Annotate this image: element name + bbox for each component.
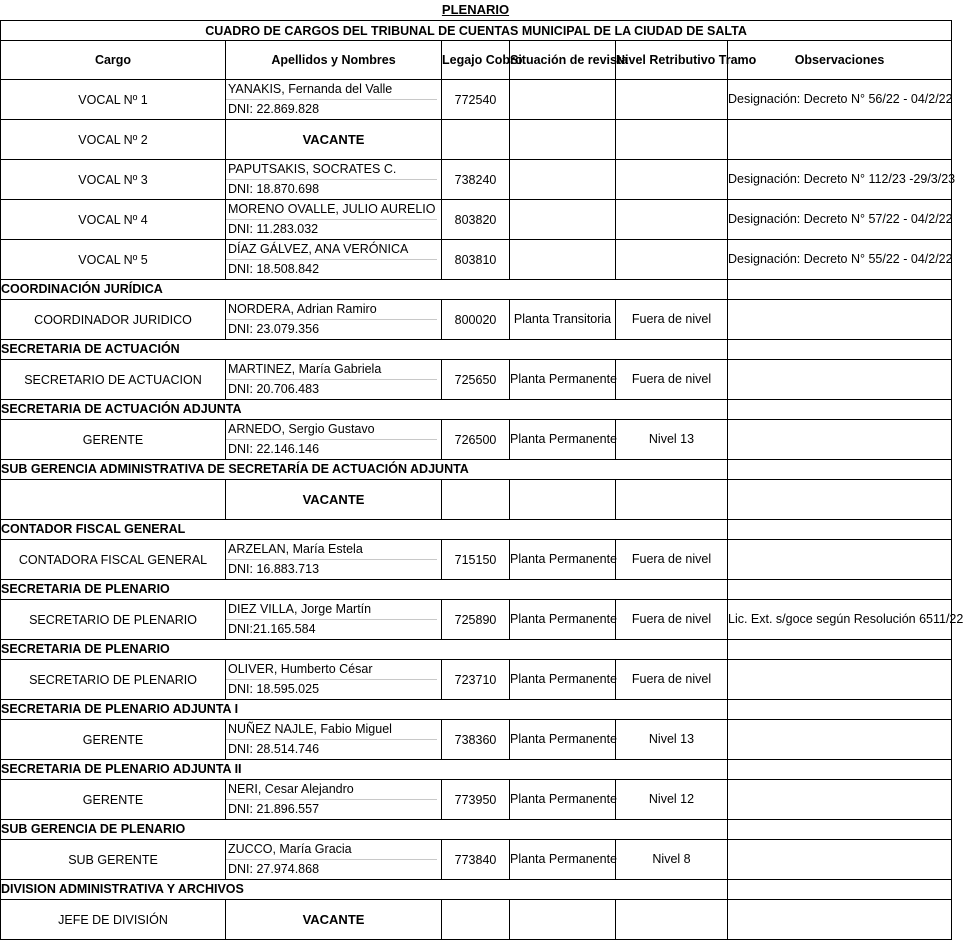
names-cell [226,80,442,120]
section-blank [616,640,728,660]
section-row [1,700,952,720]
person-dni: DNI: 22.146.146 [228,442,320,456]
names-cell [226,300,442,340]
cargo-cell: SECRETARIO DE ACTUACION [1,360,226,400]
cargo-cell: GERENTE [1,780,226,820]
observaciones-cell: Designación: Decreto N° 55/22 - 04/2/22 [728,240,952,280]
person-dni: DNI:21.165.584 [228,622,316,636]
observaciones-cell [728,360,952,400]
situacion-cell: Planta Permanente [510,360,616,400]
nivel-cell: Fuera de nivel [616,360,728,400]
names-cell [226,720,442,760]
legajo-cell [442,900,510,940]
table-row [1,480,952,520]
observaciones-cell [728,300,952,340]
section-blank [616,520,728,540]
legajo-cell: 725650 [442,360,510,400]
col-header-nombres: Apellidos y Nombres [226,41,442,80]
person-dni: DNI: 23.079.356 [228,322,320,336]
nivel-cell [616,160,728,200]
person-name: ARNEDO, Sergio Gustavo [226,420,437,440]
names-cell [226,480,442,520]
nivel-cell: Fuera de nivel [616,540,728,580]
observaciones-cell [728,540,952,580]
person-name: OLIVER, Humberto César [226,660,437,680]
legajo-cell [442,480,510,520]
person-dni: DNI: 20.706.483 [228,382,320,396]
legajo-cell: 725890 [442,600,510,640]
cargo-cell: SUB GERENTE [1,840,226,880]
section-blank [728,820,952,840]
nivel-cell [616,900,728,940]
section-row [1,580,952,600]
person-dni: DNI: 18.870.698 [228,182,320,196]
vacante-label: VACANTE [302,132,365,147]
names-cell [226,660,442,700]
cargo-cell: SECRETARIO DE PLENARIO [1,660,226,700]
section-row [1,640,952,660]
table-row [1,540,952,580]
table-row [1,420,952,460]
cargo-cell: GERENTE [1,420,226,460]
situacion-cell: Planta Permanente [510,540,616,580]
cargo-cell: VOCAL Nº 2 [1,120,226,160]
cargo-cell: CONTADORA FISCAL GENERAL [1,540,226,580]
table-row [1,660,952,700]
section-blank [728,640,952,660]
table-row [1,200,952,240]
section-row [1,820,952,840]
situacion-cell: Planta Permanente [510,840,616,880]
table-row [1,160,952,200]
section-blank [616,400,728,420]
legajo-cell: 773840 [442,840,510,880]
observaciones-cell [728,120,952,160]
section-row [1,400,952,420]
legajo-cell: 726500 [442,420,510,460]
person-name: PAPUTSAKIS, SOCRATES C. [226,160,437,180]
cargo-cell: VOCAL Nº 5 [1,240,226,280]
table-title: CUADRO DE CARGOS DEL TRIBUNAL DE CUENTAS MUNICIPAL DE LA CIUDAD DE SALTA [1,21,952,41]
observaciones-cell: Lic. Ext. s/goce según Resolución 6511/22 [728,600,952,640]
names-cell [226,160,442,200]
section-blank [728,400,952,420]
person-name: ARZELAN, María Estela [226,540,437,560]
person-dni: DNI: 18.595.025 [228,682,320,696]
legajo-cell: 773950 [442,780,510,820]
situacion-cell: Planta Permanente [510,600,616,640]
table-row [1,780,952,820]
names-cell [226,120,442,160]
nivel-cell [616,80,728,120]
names-cell [226,600,442,640]
sheet-title-text: PLENARIO [441,2,510,17]
situacion-cell: Planta Transitoria [510,300,616,340]
vacante-label: VACANTE [302,492,365,507]
col-header-legajo: Legajo Cobro [442,41,510,80]
situacion-cell [510,160,616,200]
person-dni: DNI: 11.283.032 [228,222,319,236]
person-dni: DNI: 21.896.557 [228,802,320,816]
table-row [1,360,952,400]
cargo-cell: COORDINADOR JURIDICO [1,300,226,340]
person-name: MORENO OVALLE, JULIO AURELIO [226,200,437,220]
situacion-cell [510,120,616,160]
section-blank [728,280,952,300]
person-name: DÍAZ GÁLVEZ, ANA VERÓNICA [226,240,437,260]
cargo-cell: JEFE DE DIVISIÓN [1,900,226,940]
table-row [1,120,952,160]
section-blank [728,760,952,780]
cargo-cell: VOCAL Nº 3 [1,160,226,200]
person-name: NUÑEZ NAJLE, Fabio Miguel [226,720,437,740]
cargo-cell [1,480,226,520]
person-dni: DNI: 16.883.713 [228,562,320,576]
person-dni: DNI: 18.508.842 [228,262,320,276]
table-row [1,80,952,120]
observaciones-cell [728,780,952,820]
nivel-cell: Fuera de nivel [616,300,728,340]
observaciones-cell [728,660,952,700]
legajo-cell: 715150 [442,540,510,580]
section-title: SECRETARIA DE PLENARIO [1,580,616,600]
legajo-cell: 738240 [442,160,510,200]
section-title: SUB GERENCIA DE PLENARIO [1,820,616,840]
section-title: SUB GERENCIA ADMINISTRATIVA DE SECRETARÍA DE ACTUACIÓN ADJUNTA [1,460,616,480]
col-header-observaciones: Observaciones [728,41,952,80]
section-title: SECRETARIA DE PLENARIO [1,640,616,660]
nivel-cell: Fuera de nivel [616,600,728,640]
section-blank [616,280,728,300]
situacion-cell: Planta Permanente [510,780,616,820]
sheet-title [0,0,951,20]
situacion-cell [510,240,616,280]
section-blank [728,580,952,600]
table-row [1,300,952,340]
legajo-cell: 723710 [442,660,510,700]
section-blank [616,460,728,480]
names-cell [226,200,442,240]
person-name: NORDERA, Adrian Ramiro [226,300,437,320]
cargo-cell: VOCAL Nº 4 [1,200,226,240]
nivel-cell [616,480,728,520]
person-name: YANAKIS, Fernanda del Valle [226,80,437,100]
situacion-cell [510,80,616,120]
legajo-cell: 800020 [442,300,510,340]
cargo-cell: GERENTE [1,720,226,760]
person-dni: DNI: 22.869.828 [228,102,320,116]
legajo-cell: 772540 [442,80,510,120]
observaciones-cell [728,720,952,760]
legajo-cell [442,120,510,160]
person-name: NERI, Cesar Alejandro [226,780,437,800]
observaciones-cell: Designación: Decreto N° 56/22 - 04/2/22 [728,80,952,120]
section-blank [728,340,952,360]
section-title: SECRETARIA DE ACTUACIÓN [1,340,616,360]
section-title: DIVISION ADMINISTRATIVA Y ARCHIVOS [1,880,616,900]
nivel-cell: Nivel 8 [616,840,728,880]
table-row [1,840,952,880]
names-cell [226,780,442,820]
table-row [1,240,952,280]
section-blank [616,580,728,600]
section-row [1,340,952,360]
nivel-cell [616,200,728,240]
section-blank [728,880,952,900]
section-row [1,280,952,300]
section-row [1,460,952,480]
section-row [1,760,952,780]
names-cell [226,240,442,280]
section-blank [728,700,952,720]
vacante-label: VACANTE [302,912,365,927]
nivel-cell [616,240,728,280]
names-cell [226,840,442,880]
section-blank [728,520,952,540]
person-name: ZUCCO, María Gracia [226,840,437,860]
legajo-cell: 803820 [442,200,510,240]
section-blank [616,700,728,720]
situacion-cell [510,900,616,940]
observaciones-cell: Designación: Decreto N° 112/23 -29/3/23 [728,160,952,200]
nivel-cell: Nivel 12 [616,780,728,820]
observaciones-cell [728,900,952,940]
col-header-situacion: Situación de revista [510,41,616,80]
legajo-cell: 803810 [442,240,510,280]
col-header-nivel: Nivel Retributivo Tramo [616,41,728,80]
nivel-cell: Nivel 13 [616,720,728,760]
table-row [1,720,952,760]
cargo-cell: SECRETARIO DE PLENARIO [1,600,226,640]
situacion-cell: Planta Permanente [510,420,616,460]
section-blank [728,460,952,480]
nivel-cell: Nivel 13 [616,420,728,460]
cargos-table [0,20,963,940]
column-header-row [1,41,952,80]
situacion-cell [510,480,616,520]
section-blank [616,340,728,360]
observaciones-cell: Designación: Decreto N° 57/22 - 04/2/22 [728,200,952,240]
person-name: MARTINEZ, María Gabriela [226,360,437,380]
person-dni: DNI: 28.514.746 [228,742,320,756]
section-blank [616,760,728,780]
section-title: COORDINACIÓN JURÍDICA [1,280,616,300]
names-cell [226,900,442,940]
cargos-table-body [1,21,963,940]
observaciones-cell [728,840,952,880]
situacion-cell: Planta Permanente [510,660,616,700]
section-blank [616,880,728,900]
names-cell [226,360,442,400]
person-name: DIEZ VILLA, Jorge Martín [226,600,437,620]
section-title: SECRETARIA DE ACTUACIÓN ADJUNTA [1,400,616,420]
names-cell [226,420,442,460]
names-cell [226,540,442,580]
observaciones-cell [728,420,952,460]
table-row [1,600,952,640]
situacion-cell: Planta Permanente [510,720,616,760]
observaciones-cell [728,480,952,520]
cargo-cell: VOCAL Nº 1 [1,80,226,120]
nivel-cell: Fuera de nivel [616,660,728,700]
nivel-cell [616,120,728,160]
legajo-cell: 738360 [442,720,510,760]
section-blank [616,820,728,840]
person-dni: DNI: 27.974.868 [228,862,320,876]
section-row [1,880,952,900]
section-title: CONTADOR FISCAL GENERAL [1,520,616,540]
section-title: SECRETARIA DE PLENARIO ADJUNTA I [1,700,616,720]
section-title: SECRETARIA DE PLENARIO ADJUNTA II [1,760,616,780]
section-row [1,520,952,540]
situacion-cell [510,200,616,240]
table-row [1,900,952,940]
col-header-cargo: Cargo [1,41,226,80]
